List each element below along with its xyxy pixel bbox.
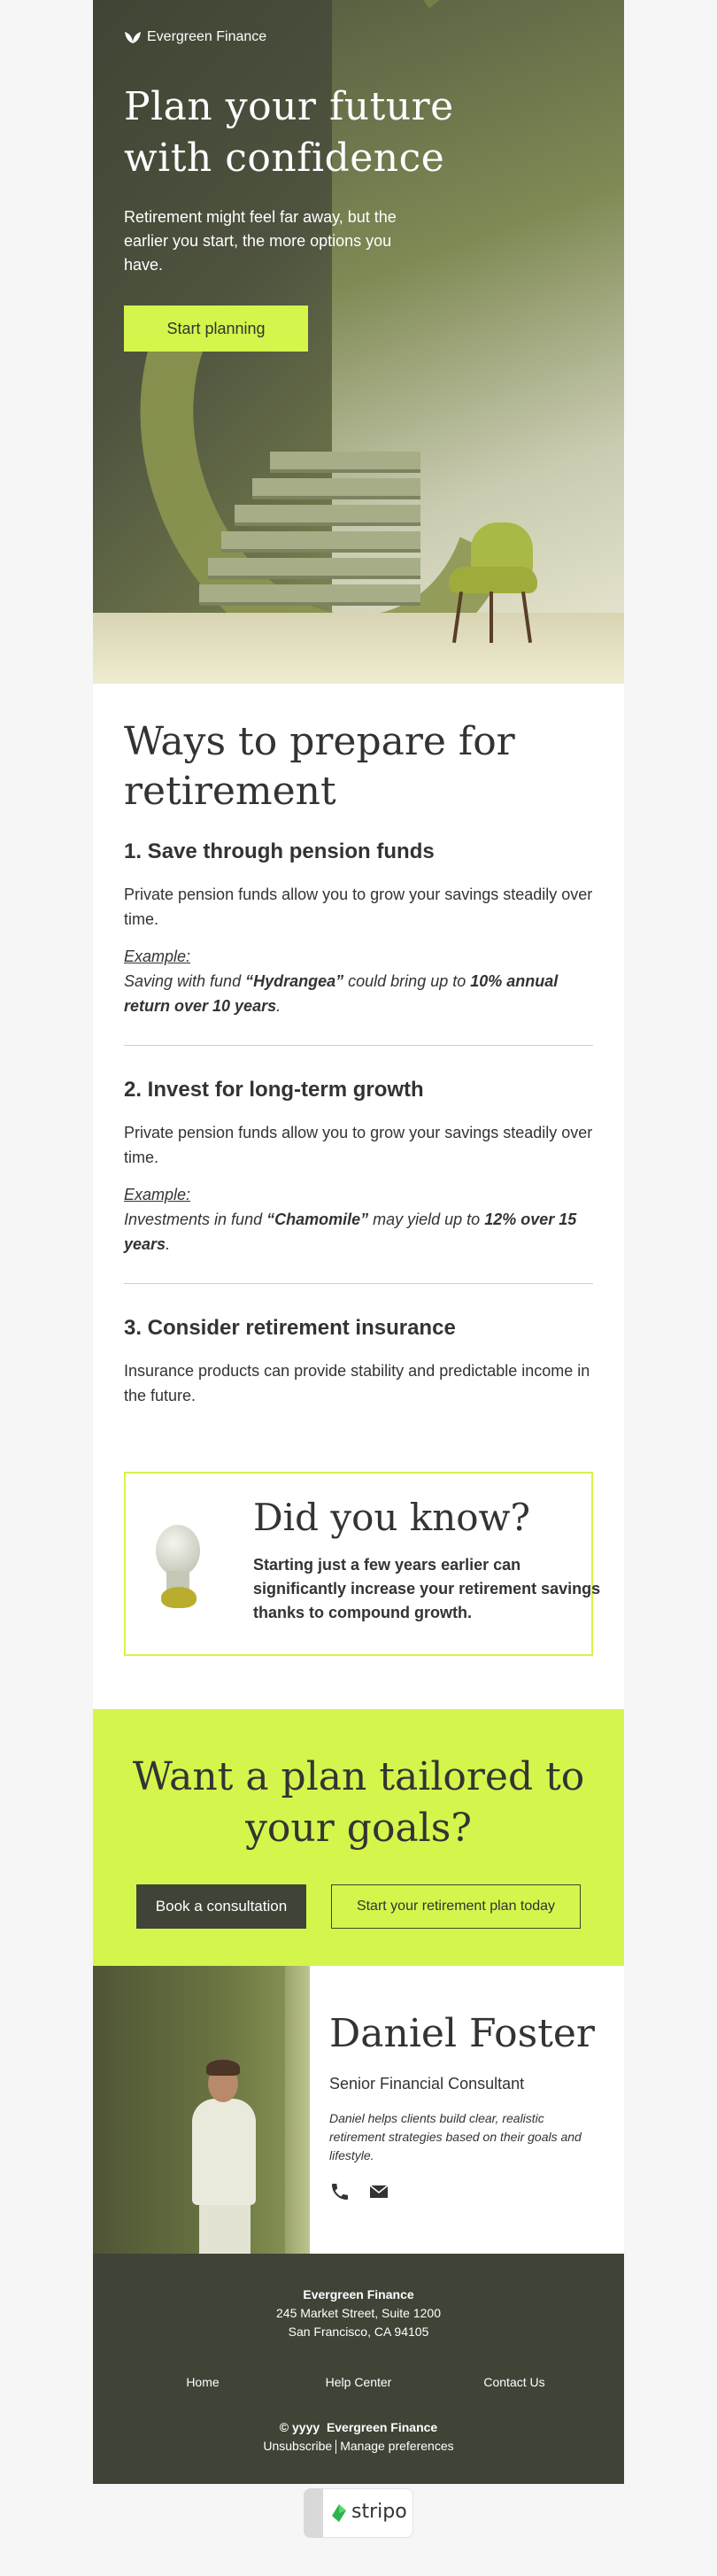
footer-bottom [93,2418,624,2456]
footer-link-home[interactable]: Home [186,2375,220,2389]
hero-section [93,0,624,684]
chair-leg [490,592,493,643]
step-3 [124,1314,593,1408]
consultant-description: Daniel helps clients build clear, realistic retirement strategies based on their goals and lifestyle. [329,2111,582,2162]
chair-leg [452,592,463,643]
footer-links [93,2373,624,2392]
consultant-contact-icons [329,2181,595,2202]
ways-title: Ways to prepare for retirement [124,719,515,814]
example-value: 12% over 15 years [124,1211,577,1253]
example-fund: “Hydrangea” [245,972,344,990]
step-title: 2. Invest for long-term growth [124,1078,424,1102]
chair-illustration [440,522,546,646]
stripo-badge[interactable] [304,2488,413,2538]
hero-stair-step [235,505,420,522]
consultant-photo [93,1966,310,2254]
example-fund: “Chamomile” [266,1211,369,1228]
example-mid: may yield up to [368,1211,485,1228]
brand-name: Evergreen Finance [147,29,267,44]
step-body: Insurance products can provide stability and predictable income in the future. [124,1362,590,1404]
consultation-cta-section [93,1709,624,1966]
hero-subtitle: Retirement might feel far away, but the earlier you start, the more options you have. [124,208,397,274]
cta-buttons [93,1884,624,1929]
stripo-badge-side [304,2488,323,2538]
step-1 [124,838,593,1018]
phone-icon[interactable] [329,2181,351,2202]
photo-figure-body [192,2099,256,2205]
footer-link-help-center[interactable]: Help Center [325,2375,392,2389]
copyright-year: yyyy [292,2420,320,2434]
chair-leg [521,592,532,643]
bulb-base [161,1587,197,1608]
example-pre: Investments in fund [124,1211,267,1228]
start-planning-button[interactable]: Start planning [124,306,308,352]
footer-preferences [93,2437,624,2456]
photo-figure-hair [206,2060,240,2076]
hero-stair-step [252,478,420,496]
book-consultation-button[interactable]: Book a consultation [136,1884,306,1929]
did-you-know-content [253,1495,607,1625]
step-example [124,1182,593,1257]
example-end: . [166,1235,171,1253]
footer-company: Evergreen Finance [303,2287,414,2301]
footer [93,2254,624,2484]
ways-section [93,684,624,1426]
consultant-role: Senior Financial Consultant [329,2075,525,2093]
step-body: Private pension funds allow you to grow your savings steadily over time. [124,886,593,928]
hero-stair-step [270,452,420,469]
consultant-section [93,1966,624,2254]
copyright-company: Evergreen Finance [326,2420,438,2434]
lightbulb-icon [149,1525,211,1613]
manage-preferences-link[interactable]: Manage preferences [340,2439,454,2453]
chair-seat [449,567,537,593]
photo-figure-legs [199,2201,251,2254]
did-you-know-section [93,1426,624,1709]
email-container [93,0,624,2484]
footer-address-line1: 245 Market Street, Suite 1200 [276,2306,441,2320]
footer-separator [335,2440,336,2454]
unsubscribe-link[interactable]: Unsubscribe [263,2439,333,2453]
example-value: 10% annual return over 10 years [124,972,559,1015]
did-you-know-title: Did you know? [253,1496,531,1539]
hero-content [124,27,478,352]
stripo-logo-icon [328,2503,350,2524]
leaf-logo-icon [124,30,142,44]
example-label: Example: [124,1186,191,1203]
consultant-info [310,1966,613,2254]
hero-title [124,81,478,184]
photo-pillar [285,1966,310,2254]
bulb-glass [156,1525,200,1576]
example-mid: could bring up to [343,972,471,990]
hero-stair-step [221,531,420,549]
step-2 [124,1076,593,1257]
did-you-know-text: Starting just a few years earlier can significantly increase your retirement savings thanks to compound growth. [253,1556,601,1621]
cta-title-line1: Want a plan tailored to [132,1754,585,1799]
mail-icon[interactable] [368,2181,389,2202]
copyright-symbol: © [279,2420,289,2434]
consultant-name: Daniel Foster [329,2011,595,2056]
divider [124,1045,593,1046]
start-retirement-plan-button[interactable]: Start your retirement plan today [331,1884,581,1929]
example-end: . [276,997,281,1015]
hero-title-line2: with confidence [124,135,445,181]
hero-stair-step [199,584,420,602]
example-label: Example: [124,948,191,965]
brand-logo[interactable] [124,27,478,48]
cta-title [93,1752,624,1854]
footer-link-contact-us[interactable]: Contact Us [483,2375,545,2389]
stripo-label: stripo [351,2501,407,2523]
step-title: 3. Consider retirement insurance [124,1316,456,1340]
example-pre: Saving with fund [124,972,246,990]
footer-copyright [93,2418,624,2437]
divider [124,1283,593,1284]
step-title: 1. Save through pension funds [124,839,435,863]
hero-stair-step [208,558,420,576]
hero-title-line1: Plan your future [124,84,454,129]
step-body: Private pension funds allow you to grow your savings steadily over time. [124,1124,593,1166]
step-example [124,944,593,1018]
did-you-know-box [124,1472,601,1656]
cta-title-line2: your goals? [245,1806,472,1851]
footer-address-line2: San Francisco, CA 94105 [288,2325,429,2339]
